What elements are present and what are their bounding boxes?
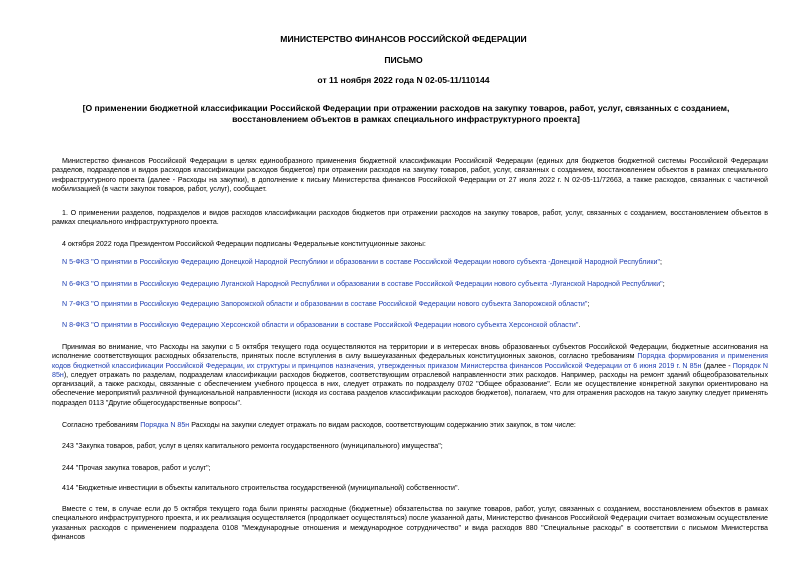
law-item-5fkz [52, 258, 768, 267]
ministry-title: МИНИСТЕРСТВО ФИНАНСОВ РОССИЙСКОЙ ФЕДЕРАЦИИ [280, 34, 527, 44]
paragraph-intro: Министерство финансов Российской Федерации в целях единообразного применения бюджетной классификации Российской Федерации (единых для бюджетов бюджетной системы Российской Федерации разделов, подразделов и видов расходов классификации расходов бюджетов) при отражении расходов на закупку товаров, работ, услуг, связанных с созданием, восстановлением объектов в рамках специального инфраструктурного проекта (далее - Расходы на закупки), в дополнение к письму Министерства финансов Российской Федерации от 27 июля 2022 г. N 02-05-11/72663, а также расходов, связанных с частичной мобилизацией (в части закупок товаров, работ, услуг), сообщает. [52, 157, 768, 193]
expense-type-244: 244 "Прочая закупка товаров, работ и услуг"; [62, 464, 211, 472]
document-subject: [О применении бюджетной классификации Российской Федерации при отражении расходов на закупку товаров, работ, услуг, связанных с созданием, восстановлением объектов в рамках специального инфраструктурного проекта] [82, 103, 730, 124]
law-item-8fkz [52, 321, 768, 330]
order-85n-full-link[interactable]: Порядка формирования и применения кодов бюджетной классификации Российской Федерации, их структуры и принципов назначения, утвержденных приказом Министерства финансов Российской Федерации от 6 июня 2019 г. N 85н [52, 352, 768, 370]
law-link-8fkz[interactable]: N 8-ФКЗ "О принятии в Российскую Федерацию Херсонской области и образовании в составе Российской Федерации нового субъекта Херсонской области" [62, 321, 579, 329]
expense-type-414: 414 "Бюджетные инвестиции в объекты капитального строительства государственной (муниципальной) собственности". [62, 484, 460, 492]
order-85n-short-link[interactable]: Порядок N 85н [52, 361, 768, 379]
law-item-5fkz-end: ; [659, 258, 662, 266]
document-type: ПИСЬМО [384, 55, 423, 65]
paragraph-expenses-text-a: Принимая во внимание, что Расходы на закупки с 5 октября текущего года осуществляются на территории и в интересах вновь образованных субъектов Российской Федерации, бюджетные ассигнования на исполнение соответствующих расходных обязательств, принятых после вступления в силу вышеуказанных федеральных конституционных законов, согласно требованиям [52, 343, 768, 361]
paragraph-expense-types [52, 421, 768, 430]
paragraph-before-october: Вместе с тем, в случае если до 5 октября текущего года были приняты расходные (бюджетные) обязательства по закупке товаров, работ, услуг, связанных с созданием, восстановлением объектов в рамках специального инфраструктурного проекта, и их реализация осуществляется (продолжает осуществляться) после указанной даты, Министерство финансов Российской Федерации считает возможным осуществление указанных расходов с применением подраздела 0108 "Международные отношения и международное сотрудничество" и вида расходов 880 "Специальные расходы" в соответствии с письмом Министерства финансов [52, 505, 768, 541]
expense-type-243: 243 "Закупка товаров, работ, услуг в целях капитального ремонта государственного (муниципального) имущества"; [62, 442, 443, 450]
paragraph-laws-intro: 4 октября 2022 года Президентом Российской Федерации подписаны Федеральные конституционные законы: [62, 240, 426, 248]
paragraph-expenses-text-b: (далее - [701, 361, 733, 370]
law-item-6fkz-end: ; [662, 280, 665, 288]
law-link-6fkz[interactable]: N 6-ФКЗ "О принятии в Российскую Федерацию Луганской Народной Республики и образовании в составе Российской Федерации нового субъекта -Луганской Народной Республики" [62, 280, 663, 288]
paragraph-expense-types-text-b: Расходы на закупки следует отражать по видам расходов, соответствующим содержанию этих закупок, в том числе: [189, 421, 576, 429]
law-item-6fkz [52, 280, 768, 289]
paragraph-expenses-classification [52, 343, 768, 408]
order-85n-link[interactable]: Порядка N 85н [140, 421, 190, 429]
law-link-5fkz[interactable]: N 5-ФКЗ "О принятии в Российскую Федерацию Донецкой Народной Республики и образовании в составе Российской Федерации нового субъекта -Донецкой Народной Республики" [62, 258, 660, 266]
law-link-7fkz[interactable]: N 7-ФКЗ "О принятии в Российскую Федерацию Запорожской области и образовании в составе Российской Федерации нового субъекта Запорожской области" [62, 300, 588, 308]
document-date-number: от 11 ноября 2022 года N 02-05-11/110144 [317, 75, 490, 85]
law-item-8fkz-end: . [578, 321, 581, 329]
paragraph-expense-types-text-a: Согласно требованиям [62, 421, 141, 429]
law-item-7fkz-end: ; [587, 300, 590, 308]
paragraph-expenses-text-c: ), следует отражать по разделам, подразделам классификации расходов бюджетов, соответствующим отраслевой направленности этих расходов. Например, расходы на ремонт зданий общеобразовательных организаций, а также расходы, связанные с обеспечением учебного процесса в них, следует отражать по подразделу 0702 "Общее образование". Если же осуществление конкретной закупки ориентировано на обеспечение мероприятий различной функциональной направленности (исходя из состава разделов классификации расходов бюджетов), полагаем, что для отражения расходов на такую закупку следует применять подраздел 0113 "Другие общегосударственные вопросы". [52, 370, 768, 407]
law-item-7fkz [52, 300, 768, 309]
paragraph-section-1: 1. О применении разделов, подразделов и видов расходов классификации расходов бюджетов при отражении расходов на закупку товаров, работ, услуг, связанных с созданием, восстановлением объектов в рамках специального инфраструктурного проекта. [52, 209, 768, 227]
